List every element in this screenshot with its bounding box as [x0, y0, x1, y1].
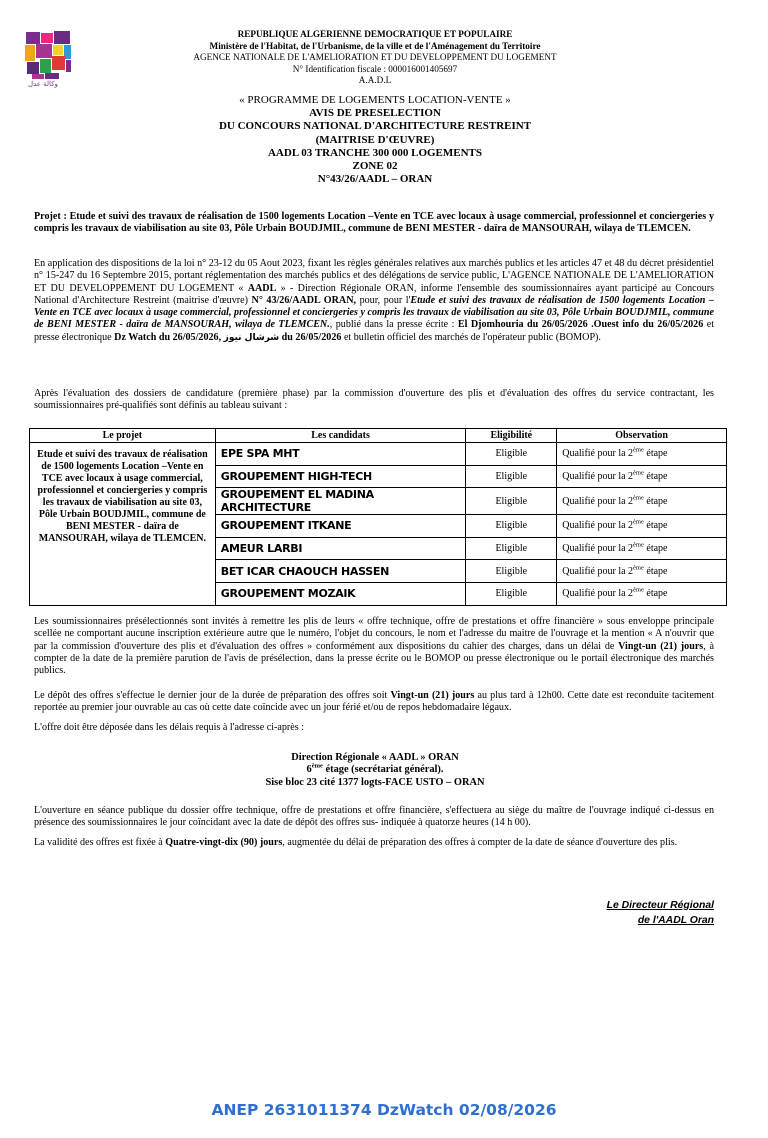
candidate-name: GROUPEMENT MOZAIK: [215, 582, 466, 605]
p1-objet: Etude et suivi des travaux de réalisation de 1500 logements Location –Vente en TCE avec locaux à usage commercial, professionnel et conciergeries y compris les travaux de viabilisation au site 03, Pôle Urbain BOUDJMIL, commune de BENI MESTER - daïra de MANSOURAH, wilaya de TLEMCEN.: [34, 294, 714, 331]
p7-validite: Quatre-vingt-dix (90) jours: [165, 837, 283, 848]
observation-cell: Qualifié pour la 2ème étape: [557, 582, 727, 605]
adresse-intro: L'offre doit être déposée dans les délais requis à l'adresse ci-après :: [34, 722, 304, 733]
p1-text-d: , publié dans la presse écrite :: [329, 319, 455, 331]
header-acronym: A.A.D.L: [358, 75, 392, 86]
eligibility-cell: Eligible: [466, 488, 557, 515]
evaluation-paragraph: Après l'évaluation des dossiers de candidature (première phase) par la commission d'ouverture des plis et d'évaluation des offres du service contractant, les soumissionnaires pré-qualifiés sont définis au tableau suivant :: [34, 388, 714, 412]
eligibility-cell: Eligible: [466, 537, 557, 560]
candidate-name: GROUPEMENT ITKANE: [215, 515, 466, 538]
projet-label: Projet :: [34, 211, 67, 222]
p1-text-a: En application des dispositions de la loi n° 23-12 du 05 Aout 2023, fixant les règles générales relatives aux marchés publics et les articles 47 et 48 du décret présidentiel n° 15-247 du 16 Septembre 2015, portant réglementation des marchés publics et des délégations de service public, L'AGENCE NATIONALE DE L'AMELIORATION ET DU DEVELOPPEMENT DU LOGEMENT «: [34, 258, 714, 294]
observation-cell: Qualifié pour la 2ème étape: [557, 465, 727, 488]
title-maitrise: (MAITRISE D'ŒUVRE): [315, 133, 435, 146]
signature-line-2: de l'AADL Oran: [637, 915, 714, 926]
aadl-logo: [24, 30, 72, 90]
preselection-table: [29, 428, 727, 606]
p3-text-a: Les soumissionnaires présélectionnés sont invités à remettre les plis de leurs « offre technique, offre de prestations et offre financière » sous enveloppe principale scellée ne comportant aucune inscription extérieure autre que le numéro, l'objet du concours, le nom et l'adresse du maitre de l'ouvrage et la mention « A n'ouvrir que par la commission d'ouverture des plis et d'évaluation des offres » conformément aux dispositions du cahier des charges, dans un délai de: [34, 616, 714, 652]
observation-cell: Qualifié pour la 2ème étape: [557, 515, 727, 538]
header-agency: AGENCE NATIONALE DE L'AMELIORATION ET DU DEVELOPPEMENT DU LOGEMENT: [193, 52, 557, 63]
signature-block: [607, 898, 714, 928]
candidate-name: GROUPEMENT HIGH-TECH: [215, 465, 466, 488]
invitation-paragraph: [34, 616, 714, 677]
header-eligibilite: Eligibilité: [466, 429, 557, 443]
p4-delai: Vingt-un (21) jours: [390, 690, 475, 701]
projet-paragraph: [34, 211, 714, 236]
address-line-2: 6ème étage (secrétariat général).: [306, 762, 444, 776]
header-republic: REPUBLIQUE ALGERIENNE DEMOCRATIQUE ET POPULAIRE: [237, 29, 513, 39]
title-programme: « PROGRAMME DE LOGEMENTS LOCATION-VENTE »: [239, 94, 511, 106]
candidate-name: BET ICAR CHAOUCH HASSEN: [215, 560, 466, 583]
eligibility-cell: Eligible: [466, 515, 557, 538]
p7-text-a: La validité des offres est fixée à: [34, 837, 163, 848]
projet-text: Etude et suivi des travaux de réalisation de 1500 logements Location –Vente en TCE avec locaux à usage commercial, professionnel et conciergeries y compris les travaux de viabilisation au site 03, Pôle Urbain BOUDJMIL, commune de BENI MESTER - daïra de MANSOURAH, wilaya de TLEMCEN.: [34, 211, 715, 235]
title-avis: AVIS DE PRESELECTION: [309, 107, 441, 120]
logo-caption: وكالة عدل: [28, 80, 58, 88]
header-candidats: Les candidats: [215, 429, 466, 443]
table-header-row: [30, 429, 727, 443]
p1-text-c: pour, pour l': [359, 294, 411, 306]
header-observation: Observation: [557, 429, 727, 443]
title-tranche: AADL 03 TRANCHE 300 000 LOGEMENTS: [267, 146, 483, 159]
projet-cell: Etude et suivi des travaux de réalisation de 1500 logements Location –Vente en TCE avec locaux à usage commercial, professionnel et conciergeries y compris les travaux de viabilisation au site 03, Pôle Urbain BOUDJMIL, commune de BENI MESTER - daïra de MANSOURAH, wilaya de TLEMCEN.: [30, 443, 216, 606]
delivery-address: [180, 752, 570, 789]
p3-text-b: , à compter de la date de la première parution de l'avis de présélection, dans la presse écrite ou le BOMOP ou presse électronique ou le portail électronique des marchés publics.: [34, 640, 714, 677]
p4-text-a: Le dépôt des offres s'effectue le dernier jour de la durée de préparation des offres soit: [34, 690, 388, 701]
header-ministry: Ministère de l'Habitat, de l'Urbanisme, de la ville et de l'Aménagement du Territoire: [209, 40, 541, 51]
p1-text-b: » - Direction Régionale ORAN, informe l'ensemble des soumissionnaires ayant participé au Concours National d'Architecture Restreint (maitrise d'œuvre): [34, 282, 714, 306]
title-concours: DU CONCOURS NATIONAL D'ARCHITECTURE RESTREINT: [218, 120, 532, 133]
p1-press-date: du 26/05/2026: [281, 331, 342, 343]
p1-aadl: AADL: [247, 282, 277, 294]
p7-text-b: , augmentée du délai de préparation des offres à compter de la date de séance d'ouverture des plis.: [282, 837, 678, 848]
header-fiscal-id: N° Identification fiscale : 000016001405697: [292, 63, 458, 74]
eligibility-cell: Eligible: [466, 582, 557, 605]
p1-reference: N° 43/26/AADL ORAN,: [251, 294, 357, 306]
document-titles: [120, 94, 630, 186]
signature-line-1: Le Directeur Régional: [606, 900, 714, 911]
observation-cell: Qualifié pour la 2ème étape: [557, 537, 727, 560]
candidate-name: GROUPEMENT EL MADINA ARCHITECTURE: [215, 488, 466, 515]
table-row: [30, 443, 727, 466]
validite-paragraph: [34, 837, 714, 849]
title-reference: N°43/26/AADL – ORAN: [317, 173, 433, 186]
eligibility-cell: Eligible: [466, 465, 557, 488]
p1-text-e: et presse électronique: [34, 319, 715, 343]
observation-cell: Qualifié pour la 2ème étape: [557, 443, 727, 466]
address-line-3: Sise bloc 23 cité 1377 logts-FACE USTO – ORAN: [265, 776, 485, 788]
p1-press-arabic: شرشال نيوز: [223, 332, 280, 343]
observation-cell: Qualifié pour la 2ème étape: [557, 488, 727, 515]
address-line-1: Direction Régionale « AADL » ORAN: [291, 752, 459, 763]
p4-text-b: au plus tard à 12h00. Cette date est reconduite tacitement reportée au premier jour ouvrable au cas où cette date coïncide avec un jour férié et/ou de repos hebdomadaire légaux.: [34, 690, 715, 714]
eligibility-cell: Eligible: [466, 560, 557, 583]
p1-press-ecrite: El Djomhouria du 26/05/2026 .Ouest info du 26/05/2026: [457, 319, 704, 331]
eligibility-cell: Eligible: [466, 443, 557, 466]
depot-paragraph: [34, 690, 714, 715]
header-projet: Le projet: [30, 429, 216, 443]
application-paragraph: [34, 258, 714, 344]
p3-delai: Vingt-un (21) jours: [618, 640, 704, 652]
document-header: [130, 29, 620, 87]
candidate-name: AMEUR LARBI: [215, 537, 466, 560]
p1-text-f: et bulletin officiel des marchés de l'opérateur public (BOMOP).: [343, 331, 601, 343]
candidate-name: EPE SPA MHT: [215, 443, 466, 466]
p1-press-dzwatch: Dz Watch du 26/05/2026,: [114, 331, 222, 343]
title-zone: ZONE 02: [352, 160, 398, 173]
anep-footer: ANEP 2631011374 DzWatch 02/08/2026: [211, 1101, 557, 1119]
ouverture-paragraph: L'ouverture en séance publique du dossier offre technique, offre de prestations et offre financière, s'effectuera au siège du maître de l'ouvrage indiqué ci-dessus en présence des soumissionnaires le jour coïncidant avec la date de dépôt des offres sus- indiquée à quatorze heures (14 h 00).: [34, 805, 714, 829]
observation-cell: Qualifié pour la 2ème étape: [557, 560, 727, 583]
